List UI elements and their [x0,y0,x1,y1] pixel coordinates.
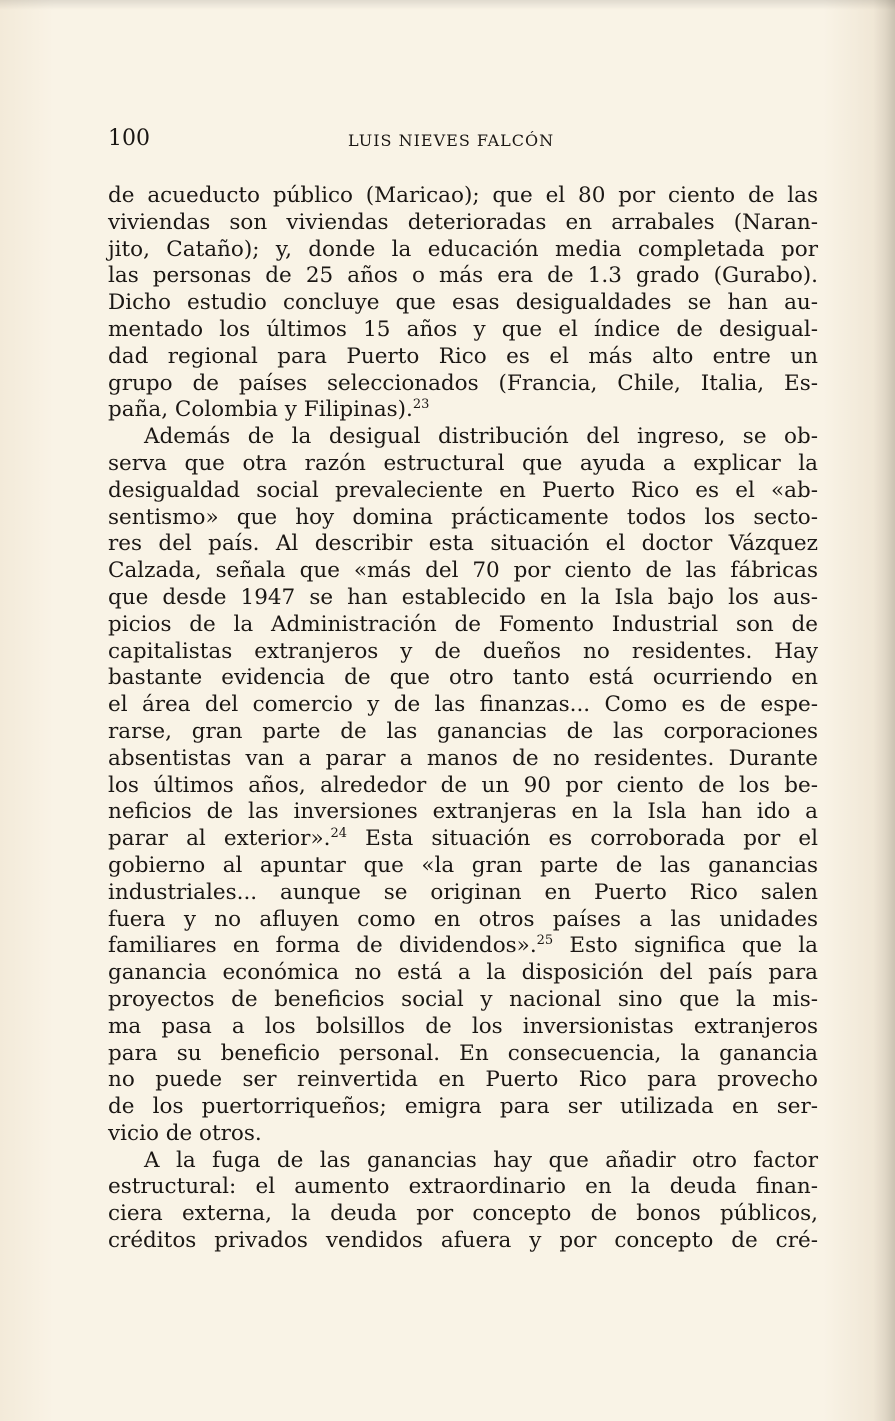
line-text: para su beneficio personal. En consecuencia, la ganancia [108,1040,818,1066]
text-line [108,907,818,934]
text-line [108,1228,818,1255]
line-text: A la fuga de las ganancias hay que añadir otro factor [144,1147,818,1173]
text-line [108,1094,818,1121]
text-line [108,531,818,558]
line-text: no puede ser reinvertida en Puerto Rico para provecho [108,1067,818,1093]
line-text: de acueducto público (Maricao); que el 80 por ciento de las [108,183,818,208]
text-line [108,1041,818,1068]
line-text: rarse, gran parte de las ganancias de las corporaciones [108,718,818,744]
page-right-shadow [873,0,895,1421]
line-text: Dicho estudio concluye que esas desigualdades se han au- [108,290,818,316]
line-text: jito, Cataño); y, donde la educación media completada por [108,236,818,262]
line-text: sentismo» que hoy domina prácticamente todos los secto- [108,504,818,530]
text-line [108,183,818,210]
line-text: dad regional para Puerto Rico es el más alto entre un [108,343,818,369]
text-line [108,1067,818,1094]
text-line [108,612,818,639]
line-text: desigualdad social prevaleciente en Puerto Rico es el «ab- [108,477,818,503]
page-number: 100 [108,126,150,151]
text-line [108,290,818,317]
text-line [108,639,818,666]
text-line [108,317,818,344]
running-head: LUIS NIEVES FALCÓN [348,131,555,150]
line-text: estructural: el aumento extraordinario en la deuda finan- [108,1174,818,1200]
text-line [108,558,818,585]
line-text: picios de la Administración de Fomento Industrial son de [108,611,818,637]
line-text: industriales... aunque se originan en Puerto Rico salen [108,879,818,905]
text-line [108,505,818,532]
text-line [108,1174,818,1201]
text-line [108,933,818,960]
line-text: grupo de países seleccionados (Francia, Chile, Italia, Es- [108,370,818,396]
text-line [108,719,818,746]
line-text: capitalistas extranjeros y de dueños no residentes. Hay [108,638,818,664]
text-line [108,397,818,424]
line-text: de los puertorriqueños; emigra para ser utilizada en ser- [108,1094,818,1120]
line-text-continued: Esta situación es corroborada por el [347,826,818,852]
line-text: absentistas van a parar a manos de no residentes. Durante [108,745,818,771]
text-line [108,987,818,1014]
line-text: ciera externa, la deuda por concepto de bonos públicos, [108,1201,818,1227]
line-text: viviendas son viviendas deterioradas en arrabales (Naran- [108,209,818,235]
text-line [108,210,818,237]
line-text: bastante evidencia de que otro tanto está ocurriendo en [108,665,818,691]
text-line [108,960,818,987]
line-text: ma pasa a los bolsillos de los inversionistas extranjeros [108,1013,818,1039]
footnote-marker: 24 [330,826,347,842]
line-text: las personas de 25 años o más era de 1.3 grado (Gurabo). [108,263,818,289]
line-text: fuera y no afluyen como en otros países a las unidades [108,906,818,932]
text-line [108,1014,818,1041]
text-line [108,1121,818,1148]
text-line [108,585,818,612]
text-line [108,344,818,371]
text-line [108,478,818,505]
text-line [108,692,818,719]
text-line [108,880,818,907]
line-text: los últimos años, alrededor de un 90 por ciento de los be- [108,772,818,798]
line-text: res del país. Al describir esta situación el doctor Vázquez [108,531,818,557]
body-text [108,183,818,1255]
footnote-marker: 25 [536,933,554,949]
line-text: familiares en forma de dividendos». [108,933,537,959]
line-text: serva que otra razón estructural que ayuda a explicar la [108,450,818,476]
text-line [108,773,818,800]
line-text: paña, Colombia y Filipinas). [108,397,413,423]
text-line [108,799,818,826]
line-text: el área del comercio y de las finanzas... Como es de espe- [108,692,818,718]
footnote-marker: 23 [412,397,430,413]
text-line [108,1148,818,1175]
line-text: Además de la desigual distribución del ingreso, se ob- [144,424,818,450]
text-line [108,237,818,264]
line-text-continued: Esto significa que la [553,933,818,959]
page-top-shadow [0,0,895,10]
line-text: mentado los últimos 15 años y que el índice de desigual- [108,316,818,342]
text-line [108,451,818,478]
text-line [108,826,818,853]
line-text: Calzada, señala que «más del 70 por ciento de las fábricas [108,558,818,584]
line-text: ganancia económica no está a la disposición del país para [108,960,818,986]
text-line [108,263,818,290]
text-line [108,746,818,773]
line-text: neficios de las inversiones extranjeras en la Isla han ido a [108,799,818,825]
line-text: vicio de otros. [108,1120,262,1146]
text-line [108,853,818,880]
page-header [108,124,818,156]
line-text: créditos privados vendidos afuera y por concepto de cré- [108,1228,818,1254]
text-line [108,424,818,451]
line-text: proyectos de beneficios social y nacional sino que la mis- [108,986,818,1012]
line-text: gobierno al apuntar que «la gran parte de las ganancias [108,852,818,878]
line-text: que desde 1947 se han establecido en la Isla bajo los aus- [108,584,818,610]
text-line [108,665,818,692]
text-line [108,371,818,398]
line-text: parar al exterior». [108,826,331,852]
text-line [108,1201,818,1228]
